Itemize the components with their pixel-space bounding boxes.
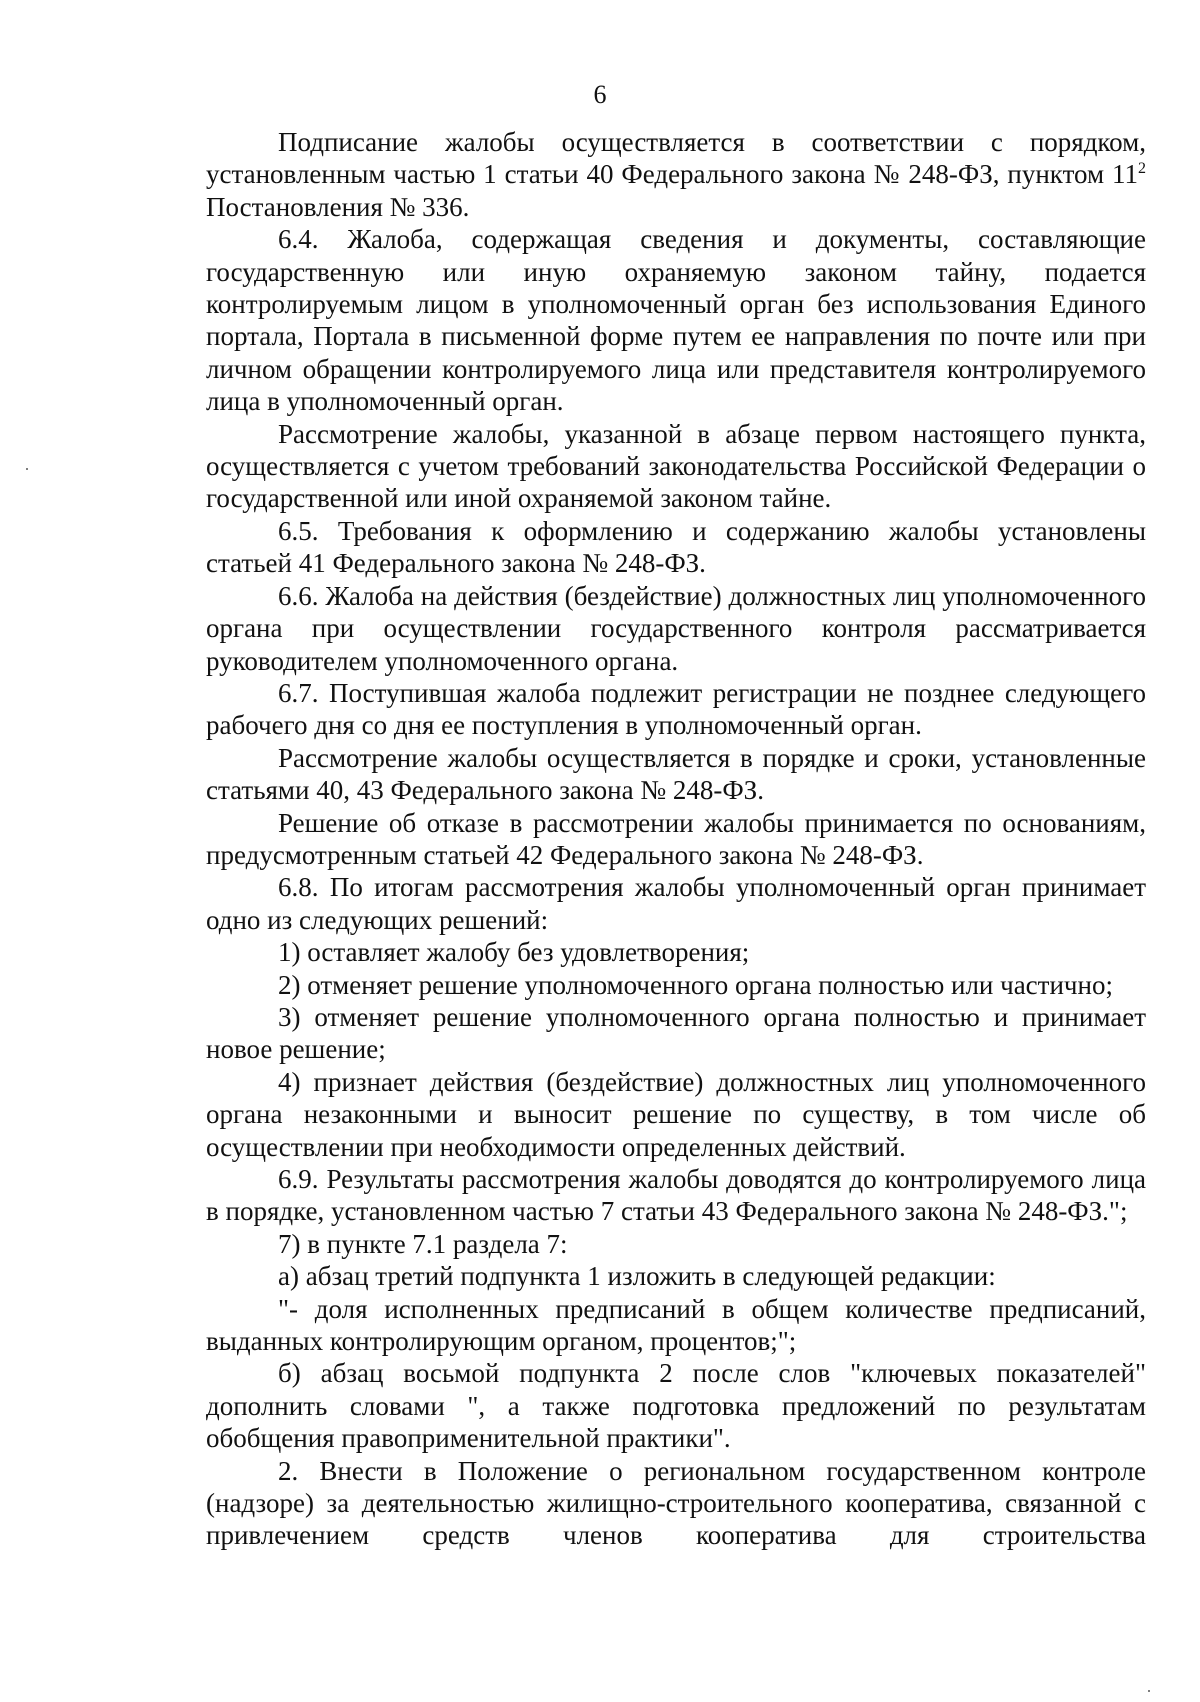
paragraph: 6.8. По итогам рассмотрения жалобы уполномоченный орган принимает одно из следующих решений: xyxy=(206,872,1146,935)
list-item: 4) признает действия (бездействие) должностных лиц уполномоченного органа незаконными и выносит решение по существу, в том числе об осуществлении при необходимости определенных действий. xyxy=(206,1066,1146,1162)
paragraph: 6.5. Требования к оформлению и содержанию жалобы установлены статьей 41 Федерального закона № 248-ФЗ. xyxy=(206,515,1146,579)
paragraph xyxy=(206,126,1146,223)
list-item: 3) отменяет решение уполномоченного органа полностью и принимает новое решение; xyxy=(206,1001,1146,1065)
paragraph: 2. Внести в Положение о региональном государственном контроле (надзоре) за деятельностью жилищно-строительного кооператива, связанной с привлечением средств членов кооператива для строительства xyxy=(206,1455,1146,1551)
superscript: 2 xyxy=(1138,160,1146,178)
scan-speck xyxy=(1148,1690,1150,1692)
paragraph: Рассмотрение жалобы осуществляется в порядке и сроки, установленные статьями 40, 43 Федерального закона № 248-ФЗ. xyxy=(206,742,1146,806)
page-number: 6 xyxy=(593,80,607,109)
scan-speck xyxy=(26,468,28,470)
paragraph: Рассмотрение жалобы, указанной в абзаце первом настоящего пункта, осуществляется с учетом требований законодательства Российской Федерации о государственной или иной охраняемой законом тайне. xyxy=(206,418,1146,514)
paragraph: 6.7. Поступившая жалоба подлежит регистрации не позднее следующего рабочего дня со дня ее поступления в уполномоченный орган. xyxy=(206,677,1146,741)
document-body xyxy=(206,126,1146,1552)
paragraph: 6.4. Жалоба, содержащая сведения и документы, составляющие государственную или иную охраняемую законом тайну, подается контролируемым лицом в уполномоченный орган без использования Единого портала, Портала в письменной форме путем ее направления по почте или при личном обращении контролируемого лица или представителя контролируемого лица в уполномоченный орган. xyxy=(206,224,1146,417)
paragraph: 6.6. Жалоба на действия (бездействие) должностных лиц уполномоченного органа при осуществлении государственного контроля рассматривается руководителем уполномоченного органа. xyxy=(206,580,1146,676)
paragraph-text: Постановления № 336. xyxy=(206,191,470,222)
paragraph: 7) в пункте 7.1 раздела 7: xyxy=(278,1228,568,1259)
paragraph: б) абзац восьмой подпункта 2 после слов "ключевых показателей" дополнить словами ", а также подготовка предложений по результатам обобщения правоприменительной практики". xyxy=(206,1358,1146,1454)
list-item: 1) оставляет жалобу без удовлетворения; xyxy=(278,937,750,968)
list-item: 2) отменяет решение уполномоченного органа полностью или частично; xyxy=(278,969,1113,1000)
paragraph: а) абзац третий подпункта 1 изложить в следующей редакции: xyxy=(278,1261,996,1292)
paragraph: "- доля исполненных предписаний в общем количестве предписаний, выданных контролирующим органом, процентов;"; xyxy=(206,1293,1146,1357)
paragraph-text: Подписание жалобы осуществляется в соответствии с порядком, установленным частью 1 статьи 40 Федерального закона № 248-ФЗ, пунктом 11 xyxy=(206,127,1146,190)
paragraph: Решение об отказе в рассмотрении жалобы принимается по основаниям, предусмотренным статьей 42 Федерального закона № 248-ФЗ. xyxy=(206,807,1146,870)
paragraph: 6.9. Результаты рассмотрения жалобы доводятся до контролируемого лица в порядке, установленном частью 7 статьи 43 Федерального закона № 248-ФЗ."; xyxy=(206,1164,1146,1227)
